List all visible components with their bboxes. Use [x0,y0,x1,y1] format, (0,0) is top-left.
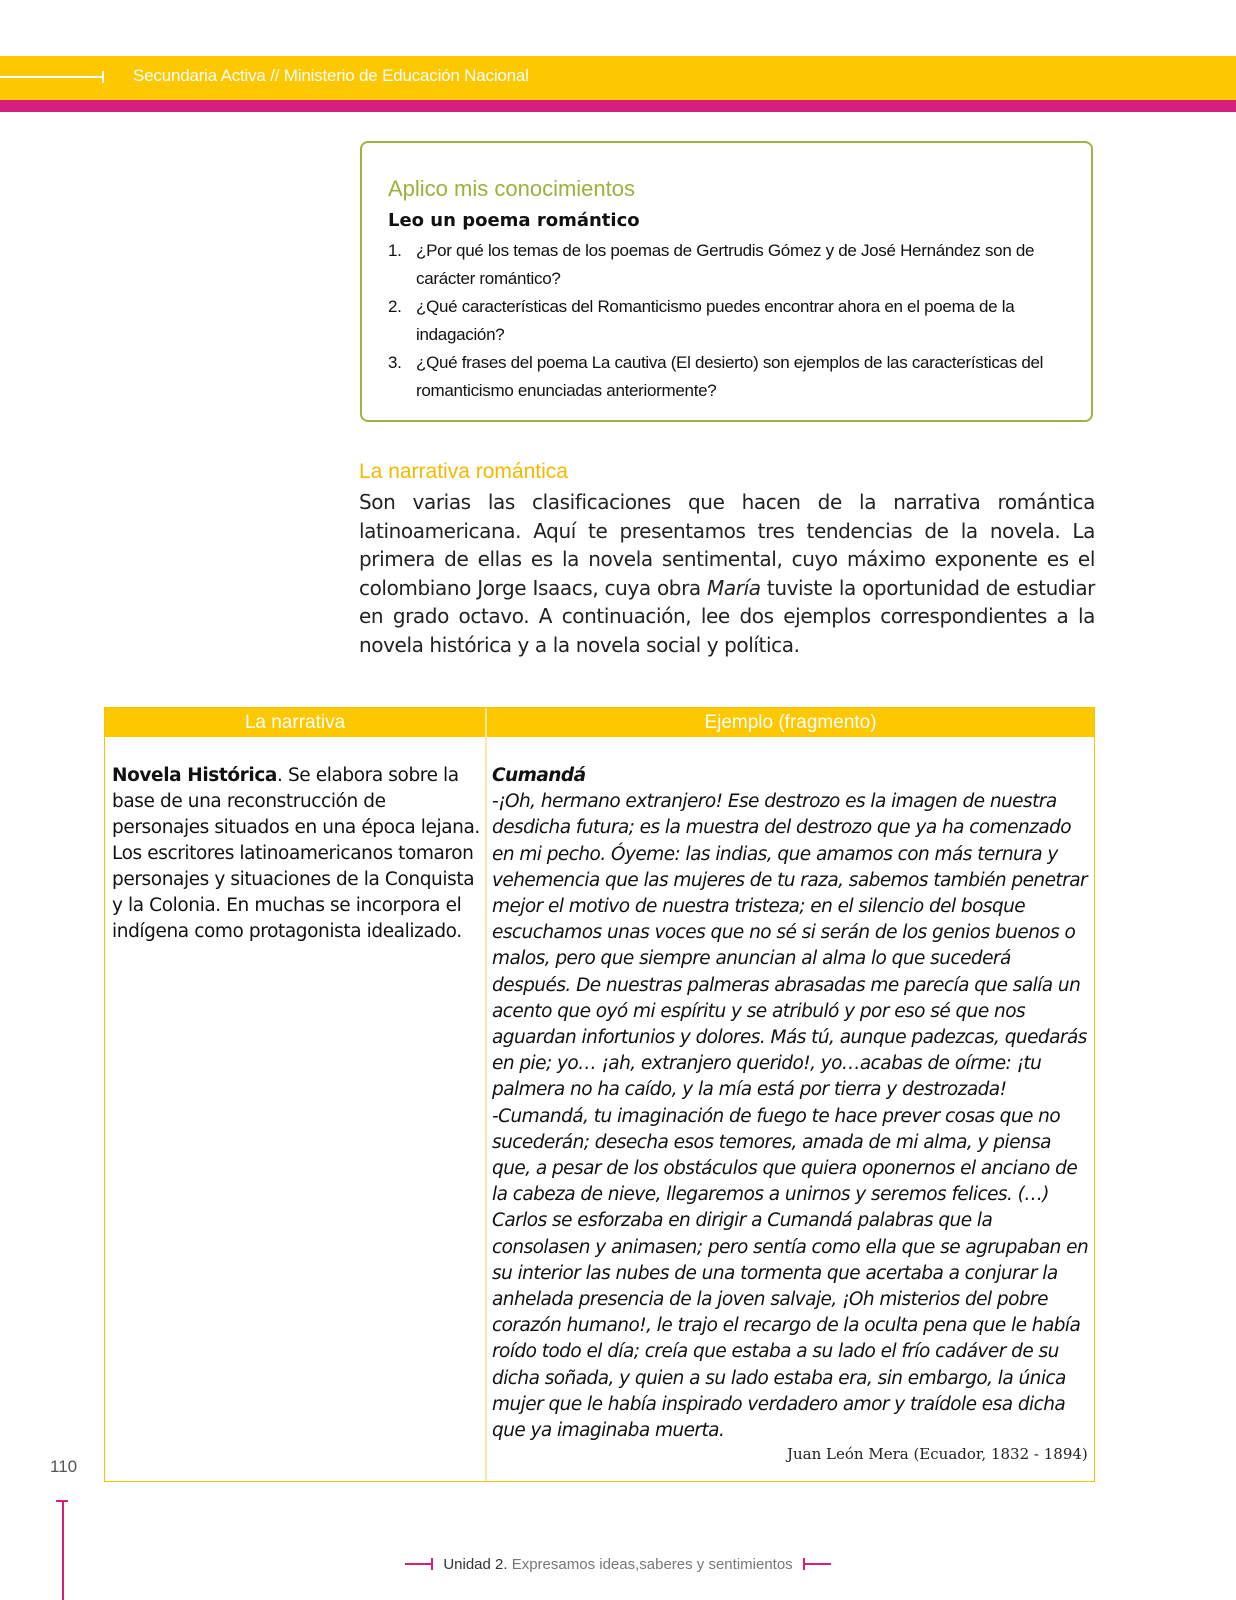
question-list [388,237,1068,405]
narrative-text: . Se elabora sobre la base de una reconstrucción de personajes situados en una época lejana. Los escritores latinoamericanos tomaron personajes y situaciones de la Conquista y la Colonia. En muchas se incorpora el indígena como protagonista idealizado. [112,765,480,942]
footer-unit: Unidad 2. [443,1555,508,1573]
fragment-cell [492,763,1090,1444]
fragment-paragraph: -Cumandá, tu imaginación de fuego te hace prever cosas que no sucederán; desecha esos temores, amada de mi alma, y piensa que, a pesar de los obstáculos que quiera oponernos el anciano de la cabeza de nieve, llegaremos a unirnos y seremos felices. (…) [492,1105,1078,1206]
section-body-text-end: tuviste la oportunidad de estudiar en grado octavo. A continuación, lee dos ejemplos correspondientes a la novela histórica y a la novela social y política. [359,575,1095,657]
question-number: 3. [388,353,402,372]
fragment-author: Juan León Mera (Ecuador, 1832 - 1894) [787,1445,1088,1463]
header-accent-bar [0,100,1236,112]
page-number: 110 [50,1457,78,1476]
narrative-description [112,763,484,945]
left-decor-tick [56,1500,68,1502]
section-title: La narrativa romántica [359,460,568,483]
activity-box [360,141,1093,422]
header-decor-line [0,76,104,78]
activity-title: Aplico mis conocimientos [388,176,635,201]
left-decor-line [62,1500,64,1600]
question-number: 2. [388,297,402,316]
footer-label [443,1556,792,1573]
footer-content [405,1556,830,1573]
fragment-title: Cumandá [492,765,586,786]
narrative-table [104,707,1095,1482]
header-title: Secundaria Activa // Ministerio de Educación Nacional [133,66,529,85]
question-item [388,349,1068,405]
table-header-ejemplo: Ejemplo (fragmento) [487,708,1094,737]
footer-title: Expresamos ideas,saberes y sentimientos [511,1555,793,1573]
question-number: 1. [388,241,402,260]
section-body-text: Son varias las clasificaciones que hacen de la narrativa romántica latinoamericana. Aquí te presentamos tres tendencias de la novela. La primera de ellas es la novela sentimental, cuyo máximo exponente es el colombiano Jorge Isaacs, cuya obra [359,490,1095,600]
activity-subtitle: Leo un poema romántico [388,210,640,231]
table-header-narrativa: La narrativa [105,708,485,737]
column-divider [485,708,487,1481]
question-text: ¿Qué frases del poema La cautiva (El desierto) son ejemplos de las características del romanticismo enunciadas anteriormente? [416,353,1044,400]
question-item [388,237,1068,293]
footer-decor-left [405,1563,433,1565]
footer [0,1552,1236,1573]
fragment-paragraph: Carlos se esforzaba en dirigir a Cumandá palabras que la consolasen y animasen; pero sentía como ella que se agrupaban en su interior las nubes de una tormenta que acertaba a conjurar la anhelada presencia de la joven salvaje, ¡Oh misterios del pobre corazón humano!, le trajo el recargo de la oculta pena que le había roído todo el día; creía que estaba a su lado el frío cadáver de su dicha soñada, y quien a su lado estaba era, sin embargo, la única mujer que le había inspirado verdadero amor y traídole esa dicha que ya imaginaba muerta. [492,1210,1089,1442]
question-text: ¿Qué características del Romanticismo puedes encontrar ahora en el poema de la indagación? [416,297,1015,344]
question-text: ¿Por qué los temas de los poemas de Gertrudis Gómez y de José Hernández son de carácter romántico? [416,241,1035,288]
fragment-paragraph: -¡Oh, hermano extranjero! Ese destrozo es la imagen de nuestra desdicha futura; es la muestra del destrozo que ya ha comenzado en mi pecho. Óyeme: las indias, que amamos con más ternura y vehemencia que las mujeres de tu raza, sabemos también penetrar mejor el motivo de nuestra tristeza; en el silencio del bosque escuchamos unas voces que no sé si serán de los genios buenos o malos, pero que siempre anuncian al alma lo que sucederá después. De nuestras palmeras abrasadas me parecía que salía un acento que oyó mi espíritu y se atribuló y por eso sé que nos aguardan infortunios y dolores. Más tú, aunque padezcas, quedarás en pie; yo… ¡ah, extranjero querido!, yo…acabas de oírme: ¡tu palmera no ha caído, y la mía está por tierra y destrozada! [492,791,1088,1101]
header-decor-tick [102,71,104,83]
section-body-italic: María [707,575,761,600]
narrative-type: Novela Histórica [112,765,277,786]
footer-decor-right [803,1563,831,1565]
question-item [388,293,1068,349]
section-body [359,488,1095,659]
